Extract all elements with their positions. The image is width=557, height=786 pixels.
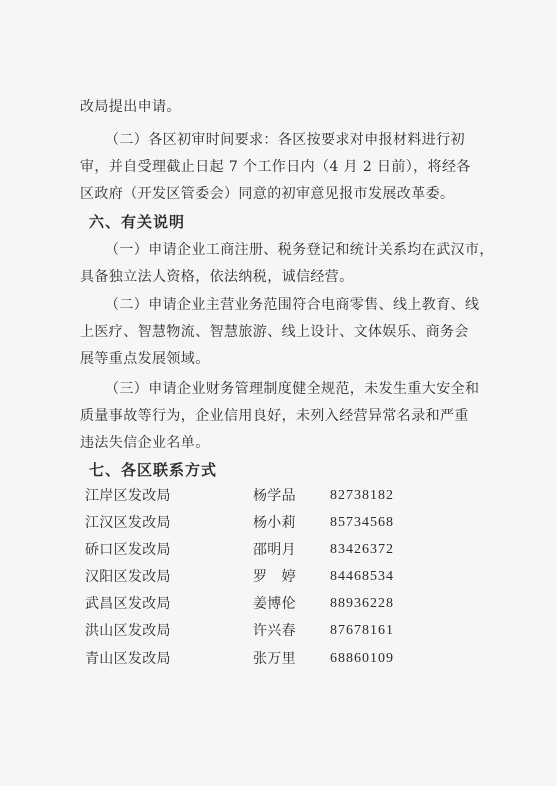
contact-office: 硚口区发改局 (85, 542, 171, 558)
review-time-line-3: 区政府（开发区管委会）同意的初审意见报市发展改革委。 (80, 186, 455, 202)
note-1-line-2: 具备独立法人资格，依法纳税，诚信经营。 (80, 269, 354, 285)
contact-name: 杨小莉 (253, 515, 296, 531)
section-6-heading: 六、有关说明 (89, 213, 186, 231)
contact-phone: 84468534 (330, 569, 394, 584)
review-time-line-1: （二）各区初审时间要求：各区按要求对申报材料进行初 (105, 132, 465, 148)
contact-office: 洪山区发改局 (85, 623, 171, 639)
contact-office: 汉阳区发改局 (85, 569, 171, 585)
note-3-line-2: 质量事故等行为，企业信用良好，未列入经营异常名录和严重 (80, 408, 469, 424)
contact-office: 青山区发改局 (85, 651, 171, 667)
contact-row (85, 594, 405, 614)
contact-row (85, 567, 405, 587)
contact-office: 武昌区发改局 (85, 596, 171, 612)
contact-office: 江岸区发改局 (85, 488, 171, 504)
note-2-line-3: 展等重点发展领域。 (80, 351, 210, 367)
contact-row (85, 513, 405, 533)
contact-row (85, 649, 405, 669)
contact-phone: 68860109 (330, 651, 394, 666)
contact-name: 罗 婷 (253, 569, 296, 585)
contact-phone: 88936228 (330, 596, 394, 611)
note-2-line-1: （二）申请企业主营业务范围符合电商零售、线上教育、线 (105, 297, 480, 313)
contact-name: 姜博伦 (253, 596, 296, 612)
contact-row (85, 540, 405, 560)
note-3-line-1: （三）申请企业财务管理制度健全规范，未发生重大安全和 (105, 381, 480, 397)
contact-name: 杨学品 (253, 488, 296, 504)
section-7-heading: 七、各区联系方式 (89, 461, 218, 479)
note-1-line-1: （一）申请企业工商注册、税务登记和统计关系均在武汉市， (105, 242, 494, 258)
contact-phone: 82738182 (330, 488, 394, 503)
contact-office: 江汉区发改局 (85, 515, 171, 531)
contact-phone: 83426372 (330, 542, 394, 557)
contact-phone: 85734568 (330, 515, 394, 530)
contact-phone: 87678161 (330, 623, 394, 638)
note-2-line-2: 上医疗、智慧物流、智慧旅游、线上设计、文体娱乐、商务会 (80, 324, 469, 340)
contact-name: 许兴春 (253, 623, 296, 639)
contact-name: 张万里 (253, 651, 296, 667)
review-time-line-2: 审，并自受理截止日起 7 个工作日内（4 月 2 日前），将经各 (80, 159, 471, 175)
contact-name: 邵明月 (253, 542, 296, 558)
paragraph-continuation: 改局提出申请。 (80, 99, 181, 115)
contact-row (85, 486, 405, 506)
note-3-line-3: 违法失信企业名单。 (80, 435, 210, 451)
contact-row (85, 621, 405, 641)
